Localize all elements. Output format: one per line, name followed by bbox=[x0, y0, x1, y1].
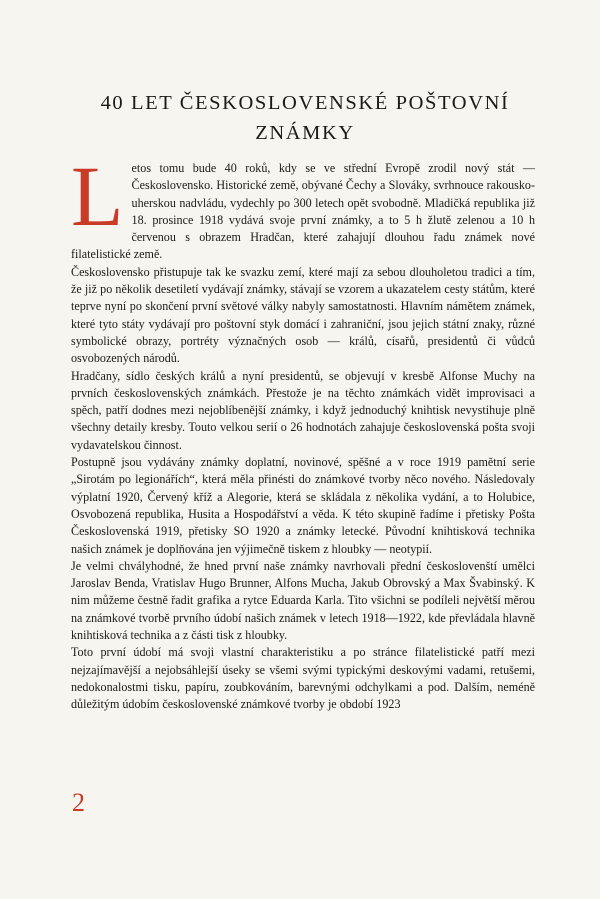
drop-cap: L bbox=[71, 148, 124, 244]
paragraph-1-text: etos tomu bude 40 roků, kdy se ve střední Evropě zrodil nový stát — Československo. Historické země, obývané Čechy a Slováky, svrhnouce rakousko-uherskou nadvládu, vydechly po 300 letech opět svobodně. Mladičká republika již 18. prosince 1918 vydává svoje první známky, a to 5 h žlutě zelenou a 10 h červenou s obrazem Hradčan, které zahajují dlouhou řadu známek nové filatelistické země. bbox=[71, 161, 535, 262]
title-line-1: 40 LET ČESKOSLOVENSKÉ POŠTOVNÍ bbox=[100, 92, 510, 114]
paragraph-1 bbox=[71, 148, 535, 264]
title-line-2: ZNÁMKY bbox=[255, 122, 355, 144]
page-number: 2 bbox=[72, 788, 85, 817]
paragraph-2: Československo přistupuje tak ke svazku zemí, které mají za sebou dlouholetou tradici a tím, že již po několik desetiletí vydávají známky, stávají se vzorem a ukazatelem cesty státům, které teprve nyní po skončení první světové války nabyly samostatnosti. Hlavním námětem známek, které tyto státy vydávají pro poštovní styk domácí i zahraniční, jsou jejich státní znaky, různé symbolické obrazy, portréty význačných osob — králů, císařů, presidentů či vůdců osvobozených národů. bbox=[71, 264, 535, 366]
article-body bbox=[71, 148, 535, 714]
paragraph-6: Toto první údobí má svoji vlastní charakteristiku a po stránce filatelistické patří mezi nejzajímavější a nejobsáhlejší úseky se všemi svými typickými deskovými vadami, retušemi, nedokonalostmi tisku, papíru, zoubkováním, barevnými odchylkami a pod. Dalším, neméně důležitým údobím československé známkové tvorby je období 1923 bbox=[71, 645, 535, 712]
paragraph-4: Postupně jsou vydávány známky doplatní, novinové, spěšné a v roce 1919 pamětní serie „Sirotám po legionářích“, která měla přinésti do známkové tvorby něco nového. Následovaly výplatní 1920, Červený kříž a Alegorie, která se skládala z několika vydání, a to Holubice, Osvobozená republika, Husita a Hospodářství a věda. K této skupině řadíme i přetisky Pošta Československá 1919, přetisky SO 1920 a známky letecké. Původní knihtisková technika našich známek je doplňována jen výjimečně tiskem z hloubky — neotypií. bbox=[71, 455, 535, 556]
paragraph-5: Je velmi chvályhodné, že hned první naše známky navrhovali přední českoslovenští umělci Jaroslav Benda, Vratislav Hugo Brunner, Alfons Mucha, Jakub Obrovský a Max Švabinský. K nim můžeme čestně řadit grafika a rytce Eduarda Karla. Tito všichni se podíleli největší měrou na známkové tvorbě prvního údobí našich známek v letech 1918—1922, kde převládala hlavně knihtisková technika a z části tisk z hloubky. bbox=[71, 558, 535, 643]
paragraph-3: Hradčany, sídlo českých králů a nyní presidentů, se objevují v kresbě Alfonse Muchy na prvních československých známkách. Přestože je na těchto známkách vidět improvisaci a spěch, patří dodnes mezi nejoblíbenější známky, i když jednoduchý knihtisk nevystihuje plně všechny detaily kresby. Touto velkou serií o 26 hodnotách zahajuje československá pošta svoji vydavatelskou činnost. bbox=[71, 368, 535, 452]
page-title bbox=[70, 88, 540, 148]
